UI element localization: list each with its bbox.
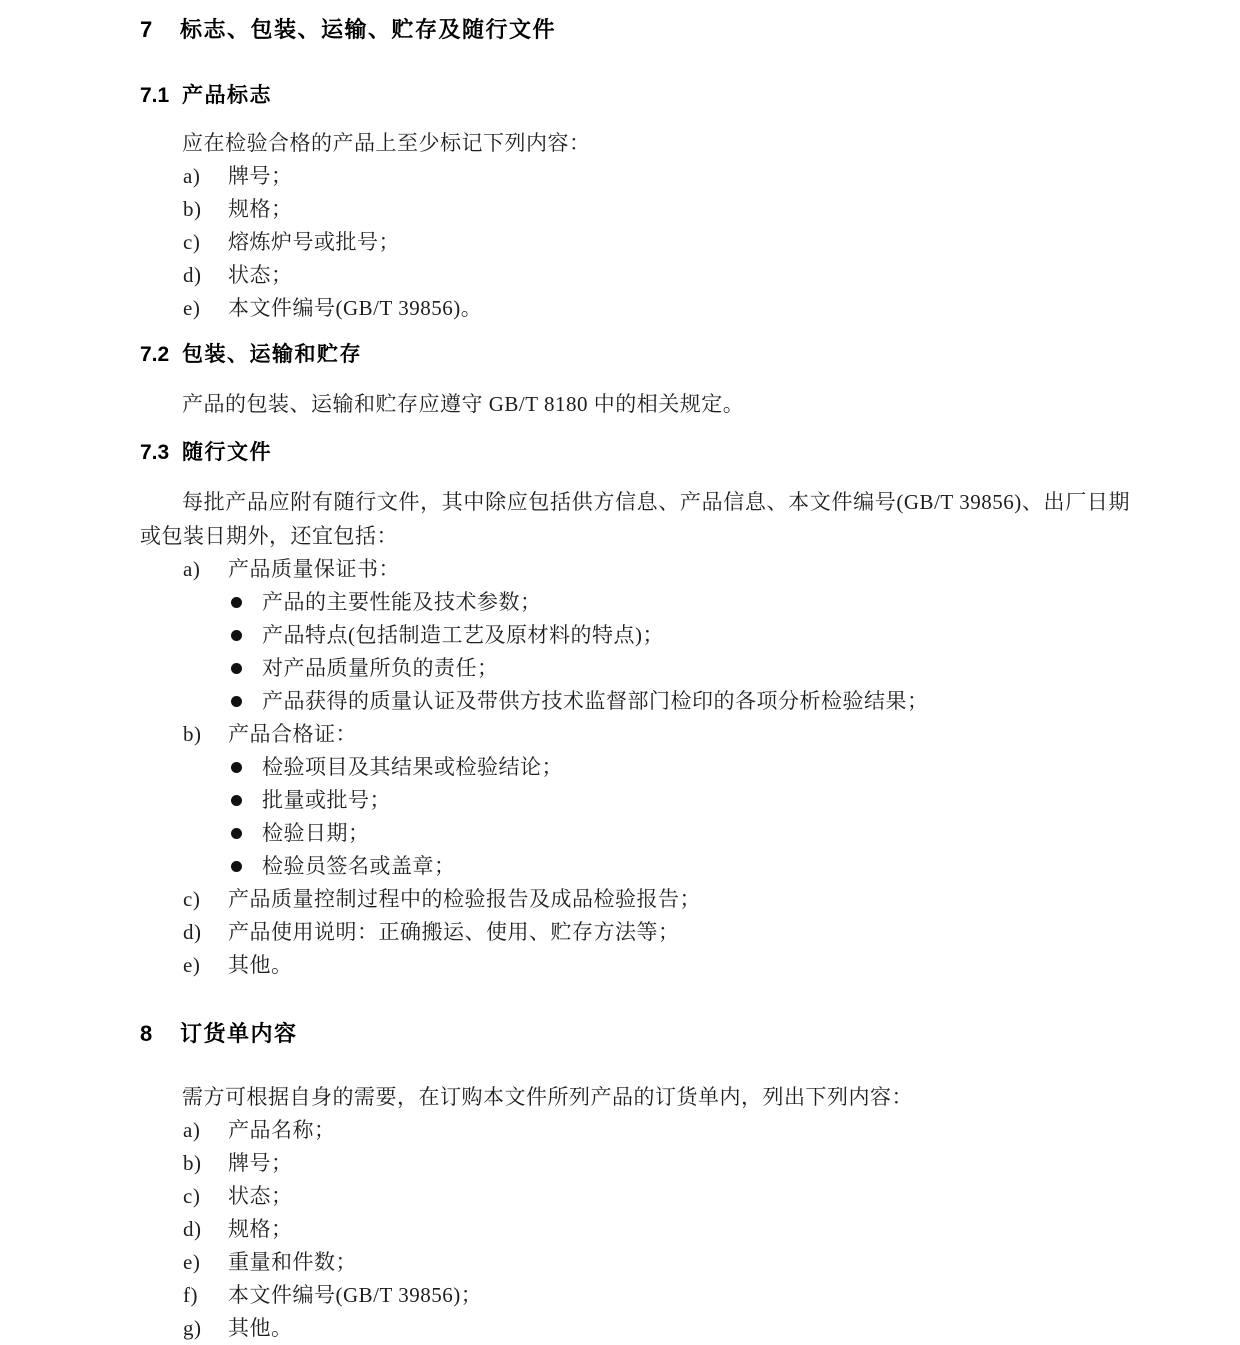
clause-8-number: 8	[140, 1021, 153, 1046]
subclause-7-3-title: 随行文件	[182, 441, 272, 464]
list-item	[140, 160, 1130, 193]
list-item	[140, 1114, 1130, 1147]
list-item-label: b)	[183, 197, 202, 221]
list-item-text: 状态；	[228, 263, 293, 287]
list-item	[140, 1147, 1130, 1180]
clause-8-intro: 需方可根据自身的需要，在订购本文件所列产品的订货单内，列出下列内容：	[182, 1085, 913, 1109]
list-item	[140, 718, 1130, 751]
list-item	[140, 1246, 1130, 1279]
subclause-7-1-heading	[140, 80, 1130, 112]
clause-7-heading	[140, 14, 1130, 46]
list-item-text: 产品质量保证书：	[228, 557, 400, 581]
bullet-item	[140, 850, 1130, 883]
list-item-label: f)	[183, 1283, 198, 1307]
list-item	[140, 1213, 1130, 1246]
list-item	[140, 1279, 1130, 1312]
bullet-item-text: 产品的主要性能及技术参数；	[262, 590, 542, 614]
bullet-item-text: 检验项目及其结果或检验结论；	[262, 755, 563, 779]
clause-8-title: 订货单内容	[180, 1021, 298, 1046]
list-item-label: g)	[183, 1316, 202, 1340]
bullet-item-text: 产品获得的质量认证及带供方技术监督部门检印的各项分析检验结果；	[262, 689, 929, 713]
bullet-item	[140, 784, 1130, 817]
clause-8-heading	[140, 1018, 1130, 1050]
bullet-item	[140, 751, 1130, 784]
list-item-label: e)	[183, 1250, 201, 1274]
subclause-7-1-number: 7.1	[140, 84, 170, 107]
list-item-label: d)	[183, 920, 202, 944]
list-item	[140, 553, 1130, 586]
subclause-7-3-heading	[140, 437, 1130, 469]
list-item-label: a)	[183, 1118, 201, 1142]
list-item-text: 牌号；	[228, 164, 293, 188]
list-item-label: e)	[183, 953, 201, 977]
list-item	[140, 883, 1130, 916]
list-item	[140, 916, 1130, 949]
list-item-text: 产品合格证：	[228, 722, 357, 746]
bullet-item-text: 检验员签名或盖章；	[262, 854, 456, 878]
bullet-icon	[231, 696, 242, 707]
list-item-text: 重量和件数；	[228, 1250, 357, 1274]
list-item-text: 规格；	[228, 1217, 293, 1241]
list-item	[140, 1180, 1130, 1213]
bullet-item	[140, 817, 1130, 850]
bullet-icon	[231, 828, 242, 839]
bullet-item-text: 产品特点(包括制造工艺及原材料的特点)；	[262, 623, 664, 647]
list-item-text: 产品使用说明：正确搬运、使用、贮存方法等；	[228, 920, 680, 944]
bullet-icon	[231, 795, 242, 806]
subclause-7-2-body: 产品的包装、运输和贮存应遵守 GB/T 8180 中的相关规定。	[182, 392, 745, 416]
list-item-label: c)	[183, 230, 201, 254]
subclause-7-2-heading	[140, 339, 1130, 371]
list-item	[140, 193, 1130, 226]
bullet-icon	[231, 762, 242, 773]
bullet-icon	[231, 630, 242, 641]
bullet-item-text: 批量或批号；	[262, 788, 391, 812]
list-item-text: 其他。	[228, 1316, 293, 1340]
bullet-item-text: 检验日期；	[262, 821, 370, 845]
list-item-text: 状态；	[228, 1184, 293, 1208]
subclause-7-1-title: 产品标志	[182, 84, 272, 107]
clause-7-number: 7	[140, 17, 153, 42]
list-item-text: 牌号；	[228, 1151, 293, 1175]
bullet-item	[140, 652, 1130, 685]
list-item-text: 规格；	[228, 197, 293, 221]
list-item-label: c)	[183, 1184, 201, 1208]
list-item-text: 本文件编号(GB/T 39856)；	[228, 1283, 483, 1307]
bullet-icon	[231, 861, 242, 872]
list-item-text: 产品质量控制过程中的检验报告及成品检验报告；	[228, 887, 701, 911]
list-item-label: c)	[183, 887, 201, 911]
clause-7-title: 标志、包装、运输、贮存及随行文件	[180, 17, 557, 42]
list-item	[140, 292, 1130, 325]
list-item-label: e)	[183, 296, 201, 320]
list-item	[140, 259, 1130, 292]
list-item-label: a)	[183, 164, 201, 188]
list-item	[140, 949, 1130, 982]
bullet-icon	[231, 597, 242, 608]
list-item-label: a)	[183, 557, 201, 581]
bullet-item-text: 对产品质量所负的责任；	[262, 656, 499, 680]
subclause-7-2-number: 7.2	[140, 343, 170, 366]
list-item	[140, 226, 1130, 259]
list-item-text: 其他。	[228, 953, 293, 977]
subclause-7-2-title: 包装、运输和贮存	[182, 343, 362, 366]
list-item-label: d)	[183, 263, 202, 287]
bullet-item	[140, 619, 1130, 652]
bullet-icon	[231, 663, 242, 674]
subclause-7-1-intro: 应在检验合格的产品上至少标记下列内容：	[182, 131, 591, 155]
list-item	[140, 1312, 1130, 1345]
list-item-text: 产品名称；	[228, 1118, 336, 1142]
subclause-7-3-number: 7.3	[140, 441, 170, 464]
list-item-label: b)	[183, 1151, 202, 1175]
list-item-label: b)	[183, 722, 202, 746]
subclause-7-3-intro: 每批产品应附有随行文件，其中除应包括供方信息、产品信息、本文件编号(GB/T 39856)、出厂日期或包装日期外，还宜包括：	[140, 490, 1130, 548]
bullet-item	[140, 586, 1130, 619]
list-item-text: 熔炼炉号或批号；	[228, 230, 400, 254]
list-item-label: d)	[183, 1217, 202, 1241]
list-item-text: 本文件编号(GB/T 39856)。	[228, 296, 483, 320]
bullet-item	[140, 685, 1130, 718]
